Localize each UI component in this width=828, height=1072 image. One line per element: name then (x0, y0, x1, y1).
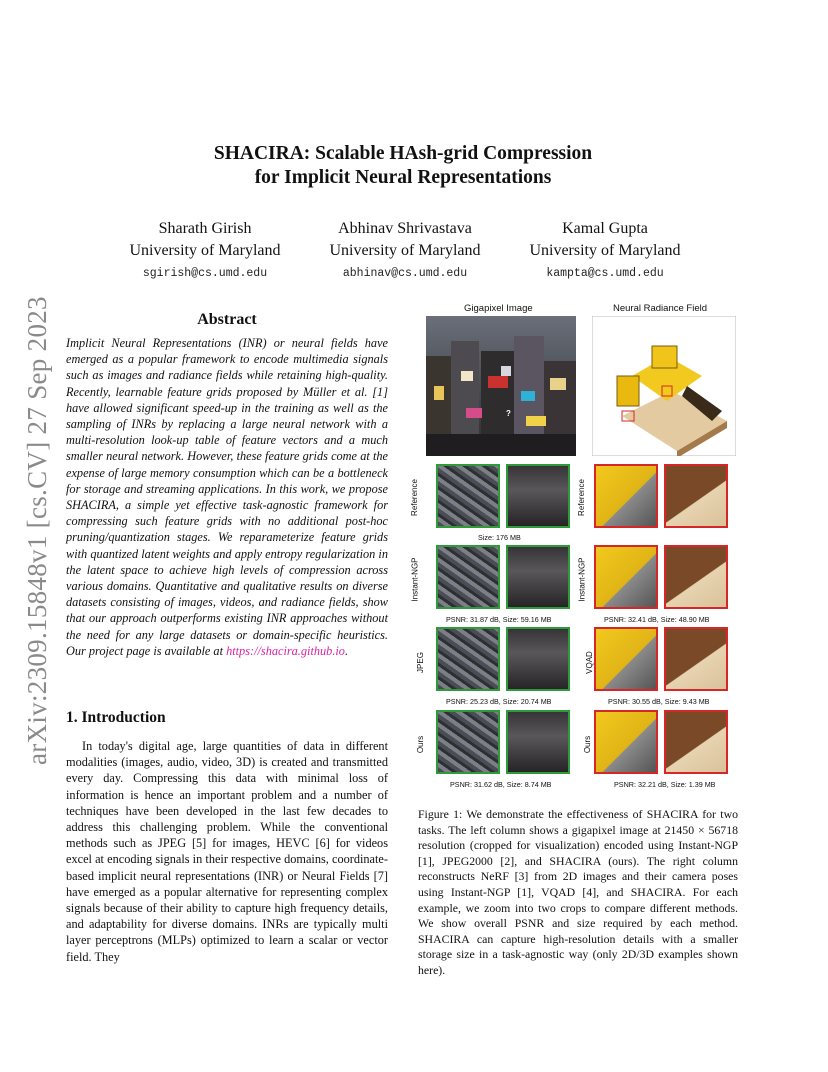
right-crop-b (664, 464, 728, 528)
abstract-body: Implicit Neural Representations (INR) or neural fields have emerged as a popular framework to encode multimedia signals such as images and radiance fields while retaining high-quality. Recently, learnable feature grids proposed by Müller et al. [1] have allowed significant speed-up in the training as well as the sampling of INRs by replacing a large neural network with a multi-resolution look-up table of feature vectors and a much smaller neural network. However, these feature grids come at the expense of large memory consumption which can be a bottleneck for storage and streaming applications. In this work, we propose SHACIRA, a simple yet effective task-agnostic framework for compressing such feature grids with no additional post-hoc pruning/quantization stages. We reparameterize feature grids with quantized latent weights and apply entropy regularization in the latent space to achieve high levels of compression across various domains. Quantitative and qualitative results on diverse datasets consisting of images, videos, and radiance fields, show that our approach outperforms existing INR approaches without the need for any large datasets or domain-specific heuristics. Our project page is available at https://shacira.github.io. (66, 336, 388, 658)
nerf-image (592, 316, 736, 456)
gigapixel-title: Gigapixel Image (464, 303, 533, 314)
left-row-label: JPEG (415, 652, 425, 673)
right-crop-b (664, 545, 728, 609)
figure-caption: Figure 1: We demonstrate the effectiveness of SHACIRA for two tasks. The left column shows a gigapixel image at 21450 × 56718 resolution (cropped for visualization) encoded using Instant-NGP [1], JPEG2000 [2], and SHACIRA (ours). The right column reconstructs NeRF [3] from 2D images and their camera poses using Instant-NGP [1], VQAD [4], and SHACIRA. For each example, we zoom into two crops to compare different methods. We show overall PSNR and size required by each method. SHACIRA can capture high-resolution details with a smaller storage size in a task-agnostic way (only 2D/3D examples shown here). (418, 807, 738, 977)
right-crop-a (594, 464, 658, 528)
right-crop-a (594, 545, 658, 609)
left-crop-b (506, 464, 570, 528)
paper-title (120, 142, 686, 190)
abstract-text: Implicit Neural Representations (INR) or neural fields have emerged as a popular framework to encode multimedia signals such as images and radiance fields while retaining high-quality. Recently, learnable feature grids proposed by Müller et al. [1] have allowed significant speed-up in the training as well as the sampling of INRs by replacing a large neural network with a multi-resolution look-up table of feature vectors and a much smaller neural network. However, these feature grids come at the expense of large memory consumption which can be a bottleneck for storage and streaming applications. In this work, we propose SHACIRA, a simple yet effective task-agnostic framework for compressing such feature grids with no additional post-hoc pruning/quantization stages. We reparameterize feature grids with quantized latent weights and apply entropy regularization in the latent space to achieve high levels of compression across various domains. Quantitative and qualitative results on diverse datasets consisting of images, videos, and radiance fields, show that our approach outperforms existing INR approaches without the need for any large datasets or domain-specific heuristics. Our project page is available at (66, 336, 388, 658)
right-row-label: Ours (583, 735, 593, 754)
right-crop-b (664, 710, 728, 774)
author-3 (510, 218, 700, 285)
left-stat: PSNR: 31.87 dB, Size: 59.16 MB (446, 615, 552, 624)
left-crop-a (436, 464, 500, 528)
right-stat: PSNR: 32.41 dB, Size: 48.90 MB (604, 615, 710, 624)
left-stat: PSNR: 25.23 dB, Size: 20.74 MB (446, 697, 552, 706)
right-stat: PSNR: 32.21 dB, Size: 1.39 MB (614, 780, 716, 789)
title-line-2: for Implicit Neural Representations (254, 167, 552, 188)
author-name: Abhinav Shrivastava (338, 220, 472, 237)
author-list (110, 218, 700, 285)
title-line-1: SHACIRA: Scalable HAsh-grid Compression (213, 143, 593, 164)
introduction-body: In today's digital age, large quantities of data in different modalities (images, audio, video, 3D) is created and transmitted every day. Compressing this data with minimal loss of information is hence an important problem and a number of techniques have been developed in the last few decades to address this challenging problem. While the conventional methods such as JPEG [5] for images, HEVC [6] for videos excel at encoding signals in their respective domains, coordinate-based implicit neural representations (INR) or Neural Fields [7] have emerged as a popular alternative for representing complex signals because of their ability to capture high frequency details, and adaptability for diverse domains. INRs are typically multi layer perceptrons (MLPs) optimized to learn a scalar or vector field. They (66, 739, 388, 964)
author-affiliation: University of Maryland (529, 242, 681, 259)
right-stat: PSNR: 30.55 dB, Size: 9.43 MB (608, 697, 710, 706)
author-email[interactable]: abhinav@cs.umd.edu (342, 267, 468, 280)
left-crop-b (506, 710, 570, 774)
city-tag-text: ? (506, 409, 511, 418)
right-crop-a (594, 627, 658, 691)
gigapixel-image (426, 316, 576, 456)
introduction-heading: 1. Introduction (66, 709, 166, 726)
author-2 (310, 218, 500, 285)
right-row-label: VQAD (584, 651, 594, 674)
author-name: Sharath Girish (158, 220, 252, 237)
right-row-label: Instant-NGP (577, 557, 587, 602)
left-crop-a (436, 627, 500, 691)
left-crop-b (506, 545, 570, 609)
left-row-label: Reference (409, 479, 419, 516)
author-1 (110, 218, 300, 285)
arxiv-stamp: arXiv:2309.15848v1 [cs.CV] 27 Sep 2023 (22, 296, 52, 765)
author-email[interactable]: kampta@cs.umd.edu (546, 267, 664, 280)
project-page-link[interactable]: https://shacira.github.io (226, 643, 345, 658)
nerf-title: Neural Radiance Field (613, 303, 707, 314)
abstract-heading: Abstract (197, 311, 257, 328)
right-row-label: Reference (576, 479, 586, 516)
author-email[interactable]: sgirish@cs.umd.edu (142, 267, 268, 280)
right-crop-b (664, 627, 728, 691)
author-affiliation: University of Maryland (329, 242, 481, 259)
author-name: Kamal Gupta (562, 220, 648, 237)
right-crop-a (594, 710, 658, 774)
figure-1 (409, 300, 738, 795)
left-row-label: Instant-NGP (410, 557, 420, 602)
left-crop-a (436, 710, 500, 774)
left-crop-a (436, 545, 500, 609)
left-row-label: Ours (416, 735, 426, 754)
left-crop-b (506, 627, 570, 691)
author-affiliation: University of Maryland (129, 242, 281, 259)
left-stat: PSNR: 31.62 dB, Size: 8.74 MB (450, 780, 552, 789)
left-stat: Size: 176 MB (478, 533, 521, 542)
